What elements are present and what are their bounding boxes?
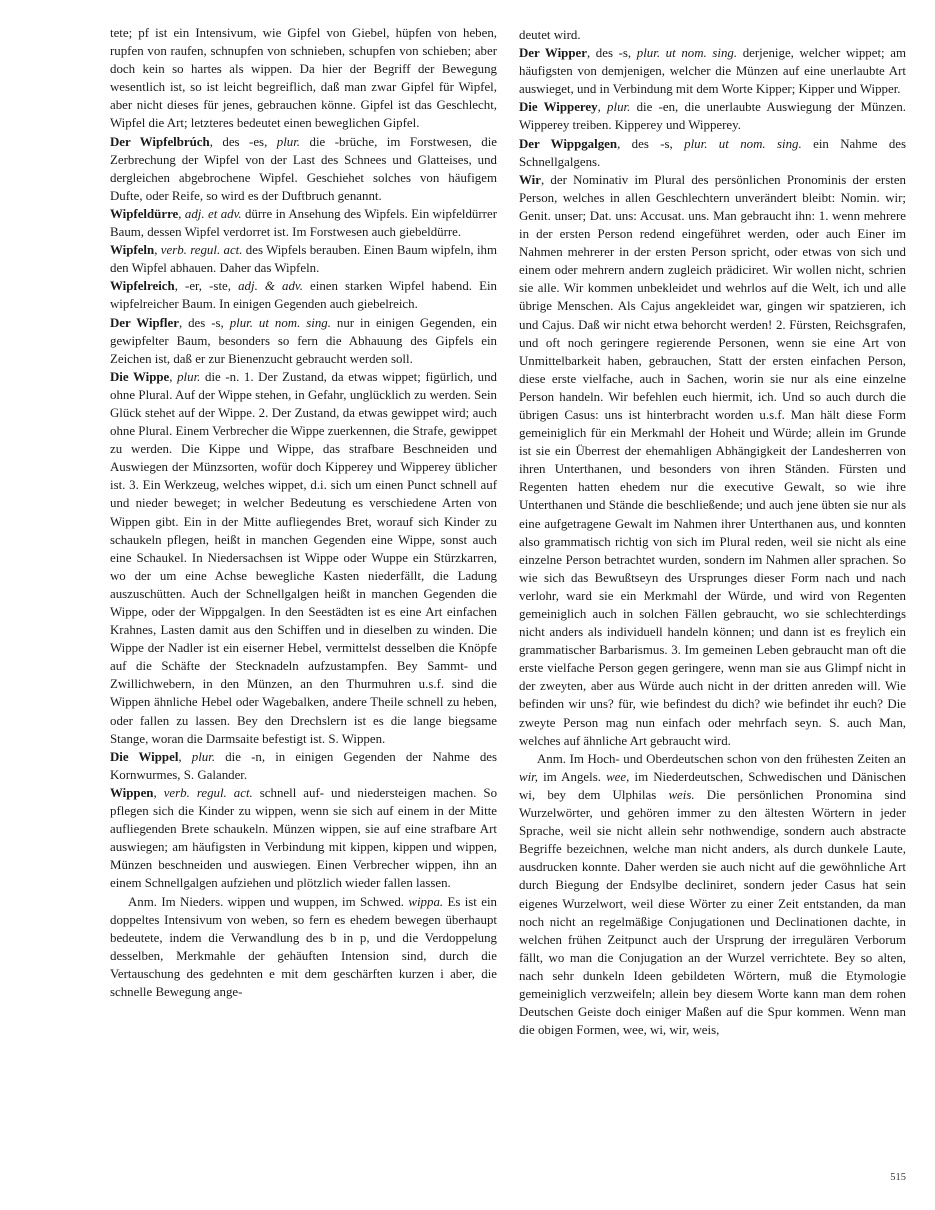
entry-text: , des -s,	[178, 315, 230, 330]
dictionary-entry	[519, 44, 906, 98]
headword: Wipfeldürre	[110, 206, 179, 221]
grammar-note: wippa.	[408, 894, 444, 909]
entry-text: ,	[597, 100, 608, 115]
page-number: 515	[890, 1172, 906, 1183]
entry-text: nur in einigen Gegenden, ein gewipfelter Baum, besonders so fern die Abhauung des Gipfels ein Zeichen ist, daß er zur Bienenzucht gebraucht werden soll.	[110, 315, 497, 366]
dictionary-entry	[110, 24, 497, 133]
entry-text: ,	[153, 785, 164, 800]
entry-text: , -er, -ste,	[174, 279, 239, 294]
grammar-note: plur.	[607, 100, 631, 115]
entry-text: die -en, die unerlaubte Auswiegung der Münzen. Wipperey treiben. Kipperey und Wipperey.	[519, 100, 906, 133]
entry-text: , des -s,	[617, 136, 685, 151]
entry-text: dürre in Ansehung des Wipfels. Ein wipfeldürrer Baum, dessen Wipfel verdorret ist. Im Forstwesen auch giebeldürre.	[110, 206, 497, 240]
entry-text: ,	[169, 369, 178, 384]
entry-text: des Wipfels berauben. Einen Baum wipfeln, ihm den Wipfel abhauen. Daher das Wipfeln.	[110, 243, 497, 276]
headword: Wipfeln	[110, 243, 155, 258]
entry-text: Anm. Im Nieders. wippen und wuppen, im Schwed.	[128, 894, 409, 909]
entry-text: die -n. 1. Der Zustand, da etwas wippet; figürlich, und ohne Plural. Auf der Wippe stehen, in Gefahr, unglücklich zu werden. Sein Glück stehet auf der Wippe. 2. Der Zustand, da etwas gewippet wird; auch ohne Plural. Einem Verbrecher die Wippe zuerkennen, die Strafe, gewippet zu werden. Die Kippe und Wippe, das strafbare Beschneiden und Auswiegen der Münzsorten, wofür doch Kipperey und Wipperey üblicher ist. 3. Ein Werkzeug, welches wippet, d.i. sich um einen Punct schnell auf und nieder beweget; in welcher Bedeutung es verschiedene Arten von Wippen gibt. Ein in der Mitte aufliegendes Bret, worauf sich Kinder zu schaukeln pflegen, heißt in manchen Gegenden eine Wippe, sonst auch eine Schaukel. In Niedersachsen ist Wippe oder Wuppe ein Stürzkarren, wo der um eine Achse bewegliche Kasten niederfällt, die Ladung auszuschütten. Auch der Schnellgalgen heißt in manchen Gegenden die Wippe, oder der Wippgalgen. In den Seestädten ist es eine Art einfachen Krahnes, Lasten damit aus den Schiffen und in dieselben zu winden. Die Wippe der Nadler ist ein eiserner Hebel, vermittelst desselben die Knöpfe auf die Schäfte der Stecknadeln aufzustampfen. Bey Sammt- und Zwillichwebern, in den Münzen, an den Thurmuhren u.s.f. sind die Wippen ähnliche Hebel oder Wagebalken, andere Theile schnell zu heben, oder fallen zu lassen. Bey den Drechslern ist es die lange biegsame Stange, woran die Darmsaite befestigt ist. S. Wippen.	[110, 369, 498, 746]
headword: Die Wipperey	[519, 100, 598, 115]
dictionary-entry	[110, 784, 497, 893]
headword: Der Wippgalgen	[519, 136, 618, 151]
grammar-note: adj. et adv.	[184, 206, 242, 221]
entry-text: ,	[154, 243, 161, 258]
grammar-note: wee,	[606, 769, 630, 784]
dictionary-entry	[110, 241, 497, 277]
entry-text: Es ist ein doppeltes Intensivum von weben, so fern es ehedem bewegen überhaupt bedeutete, indem die Verwandlung des b in p, und die Verdoppelung desselben, Merkmahle der gehäuften Intension sind, durch die Vertauschung des gedehnten e mit dem geschärften kurzen i aber, die schnelle Bewegung ange-	[110, 894, 497, 999]
dictionary-entry	[110, 314, 497, 368]
headword: Der Wipfler	[110, 315, 179, 330]
entry-text: , der Nominativ im Plural des persönlichen Pronominis der ersten Person, welches in allen Geschlechtern unverändert bleibt: Nomin. wir; Genit. unser; Dat. uns: Accusat. uns. Man gebraucht ihn: 1. wenn mehrere in der ersten Person redend eingeführet werden, oder auch Einer im Nahmen mehrerer in der ersten Person spricht, oder etwas von sich und einem oder mehrern andern zugleich prädiciret. Wir wollen nicht, schrien sie alle. Wir kommen unbekleidet und wehrlos auf die Welt, ich und alle übrige Menschen. Als Cajus angekleidet war, gingen wir spatzieren, ich und Cajus. Daß wir nicht etwa behorcht werden! 2. Fürsten, Reichsgrafen, und oft noch geringere regierende Personen, wenn sie eine Art von Unmittelbarkeit haben, gebrauchen, Statt der ersten einfachen Person, diese erste vielfache, auch in Sachen, worin sie nur als eine einzelne Person handeln. Wir befehlen euch hiermit, ich. Und so auch durch die übrigen Casus: uns ist hinterbracht worden u.s.f. Man hält diese Form gemeiniglich für ein Merkmahl der Hoheit und Würde; allein im Grunde ist sie ein Überrest der ehemahligen Abhängigkeit der Landesherren von ihren Unterthanen, und besonders von ihren Ständen. Fürsten und Regenten hatten ehedem nur die executive Gewalt, so wie ihre Unterthanen und Stände die beschließende; und auch jene übten sie nur als eine aufgetragene Gewalt im Nahmen ihrer Unterthanen aus, und konnten also grammatisch richtig von sich im Plural reden, weil sie nicht als eine einzelne Person betrachtet wurden, sondern im Nahmen aller sprachen. So wie sich das Bewußtseyn des Ursprunges dieser Form nach und nach verlohr, ward sie ein Merkmahl der Würde, und wird von Regenten gemeiniglich auch in solchen Fällen gebraucht, wo sie schlechterdings nicht anders als individuell handeln können; und dann ist es freylich ein grammatischer Barbarismus. 3. Im gemeinen Leben gebraucht man oft die erste vielfache Person gegen geringere, wenn man sie aus Glimpf nicht in der zweyten, aber aus Würde auch nicht in der dritten anreden will. Wie befinden wir uns? für, wie befindest du dich? wie befindet ihr euch? Die zweyte Person mag nun einfach oder mehrfach seyn. S. auch Man, welches auf ähnliche Art gebraucht wird.	[519, 172, 906, 748]
headword: Die Wippel	[110, 749, 179, 764]
entry-text: die -brüche, im Forstwesen, die Zerbrechung der Wipfel von der Last des Schnees und Glatteises, und dergleichen abgebrochene Wipfel. Geschiehet solches von häufigem Dufte, oder Reife, so wird es der Duftbruch genannt.	[110, 134, 497, 203]
grammar-note: plur.	[191, 749, 216, 764]
entry-text: im Angels.	[538, 769, 607, 784]
headword: Der Wipfelbrúch	[110, 134, 210, 149]
grammar-note: plur. ut nom. sing.	[229, 315, 331, 330]
grammar-note: plur.	[177, 369, 201, 384]
entry-text: deutet wird.	[519, 28, 581, 42]
grammar-note: adj. & adv.	[238, 279, 303, 294]
grammar-note: plur. ut nom. sing.	[636, 46, 738, 61]
headword: Wippen	[110, 785, 154, 800]
headword: Die Wippe	[110, 369, 170, 384]
entry-text: Anm. Im Hoch- und Oberdeutschen schon von den frühesten Zeiten an	[537, 751, 906, 766]
left-column	[110, 24, 497, 1001]
headword: Der Wipper	[519, 46, 587, 61]
dictionary-entry	[110, 368, 497, 748]
grammar-note: wir,	[519, 769, 538, 784]
dictionary-entry	[110, 133, 497, 205]
dictionary-entry	[519, 750, 906, 1040]
dictionary-entry	[519, 135, 906, 171]
grammar-note: plur. ut nom. sing.	[684, 136, 802, 151]
right-column	[519, 26, 906, 1039]
headword: Wir	[519, 172, 541, 187]
dictionary-entry	[519, 98, 906, 134]
dictionary-entry	[110, 748, 497, 784]
grammar-note: verb. regul. act.	[163, 785, 253, 800]
entry-text: im Niederdeutschen, Schwedischen und Dänischen wi, bey dem Ulphilas	[519, 769, 906, 802]
headword: Wipfelreich	[110, 279, 175, 294]
dictionary-entry	[519, 171, 906, 750]
grammar-note: plur.	[276, 134, 301, 149]
entry-text: einen starken Wipfel habend. Ein wipfelreicher Baum. In einigen Gegenden auch giebelreich.	[110, 279, 497, 312]
entry-text: derjenige, welcher wippet; am häufigsten von demjenigen, welcher die Münzen auf eine unerlaubte Art auswieget, und in Verbindung mit dem Worte Kipper; Kipper und Wipper.	[519, 46, 906, 97]
dictionary-entry	[110, 277, 497, 313]
grammar-note: weis.	[668, 787, 695, 802]
entry-text: ,	[178, 206, 185, 221]
dictionary-entry	[110, 205, 497, 241]
dictionary-entry	[110, 893, 497, 1002]
entry-text: tete; pf ist ein Intensivum, wie Gipfel von Giebel, hüpfen von heben, rupfen von raufen, schnupfen von schnieben, schupfen von schieben; aber doch kein so hartes als wippen. Da hier der Begriff der Bewegung wesentlich ist, so ist leicht begreiflich, daß man zwar Gipfel für Wipfel, aber nicht dieses für jenes, gebrauchen könne. Gipfel ist das Geschlecht, Wipfel die Art; letzteres bedeutet einen beweglichen Gipfel.	[110, 26, 497, 131]
entry-text: , des -s,	[586, 46, 637, 61]
grammar-note: verb. regul. act.	[160, 243, 243, 258]
entry-text: ,	[178, 749, 192, 764]
entry-text: ein Nahme des Schnellgalgens.	[519, 136, 907, 169]
entry-text: die -n, in einigen Gegenden der Nahme des Kornwurmes, S. Galander.	[110, 749, 497, 782]
dictionary-entry	[519, 26, 906, 44]
entry-text: Die persönlichen Pronomina sind Wurzelwörter, und gehören immer zu den ältesten Wörtern in jeder Sprache, weil sie nicht allein sehr nothwendige, sondern auch abstracte Begriffe bezeichnen, welche man nicht anders, als durch dunkele Laute, ausdrucken konnte. Daher werden sie auch nicht auf die gewöhnliche Art durch Biegung der Endsylbe decliniret, sondern jeder Casus hat sein eigenes Wurzelwort, weil diese Wörter zu einer Zeit entstanden, da man noch nicht an regelmäßige Conjugationen und Declinationen dachte, in welchen frühen Zeitpunct auch der Ursprung der irregulären Verborum fällt, wo man die Conjugation an der Wurzel verrichtete. Bey so alten, nach sehr dunkeln Ideen gebildeten Wörtern, muß die Etymologie gemeiniglich verzweifeln; allein bey diesem Worte kann man dem rohen Deutschen Geiste doch einiger Maßen auf die Spur kommen. Wenn man die obigen Formen, wee, wi, wir, weis,	[519, 787, 906, 1038]
entry-text: , des -es,	[209, 134, 277, 149]
entry-text: schnell auf- und niedersteigen machen. So pflegen sich die Kinder zu wippen, wenn sie sich auf einem in der Mitte aufliegenden Brete schaukeln. Münzen wippen, sie auf eine strafbare Art auswiegen; am häufigsten in Verbindung mit kippen, kippen und wippen, Münzen beschneiden und auswiegen. Einen Verbrecher wippen, ihn an einem Schnellgalgen aufziehen und plötzlich wieder fallen lassen.	[110, 785, 498, 891]
